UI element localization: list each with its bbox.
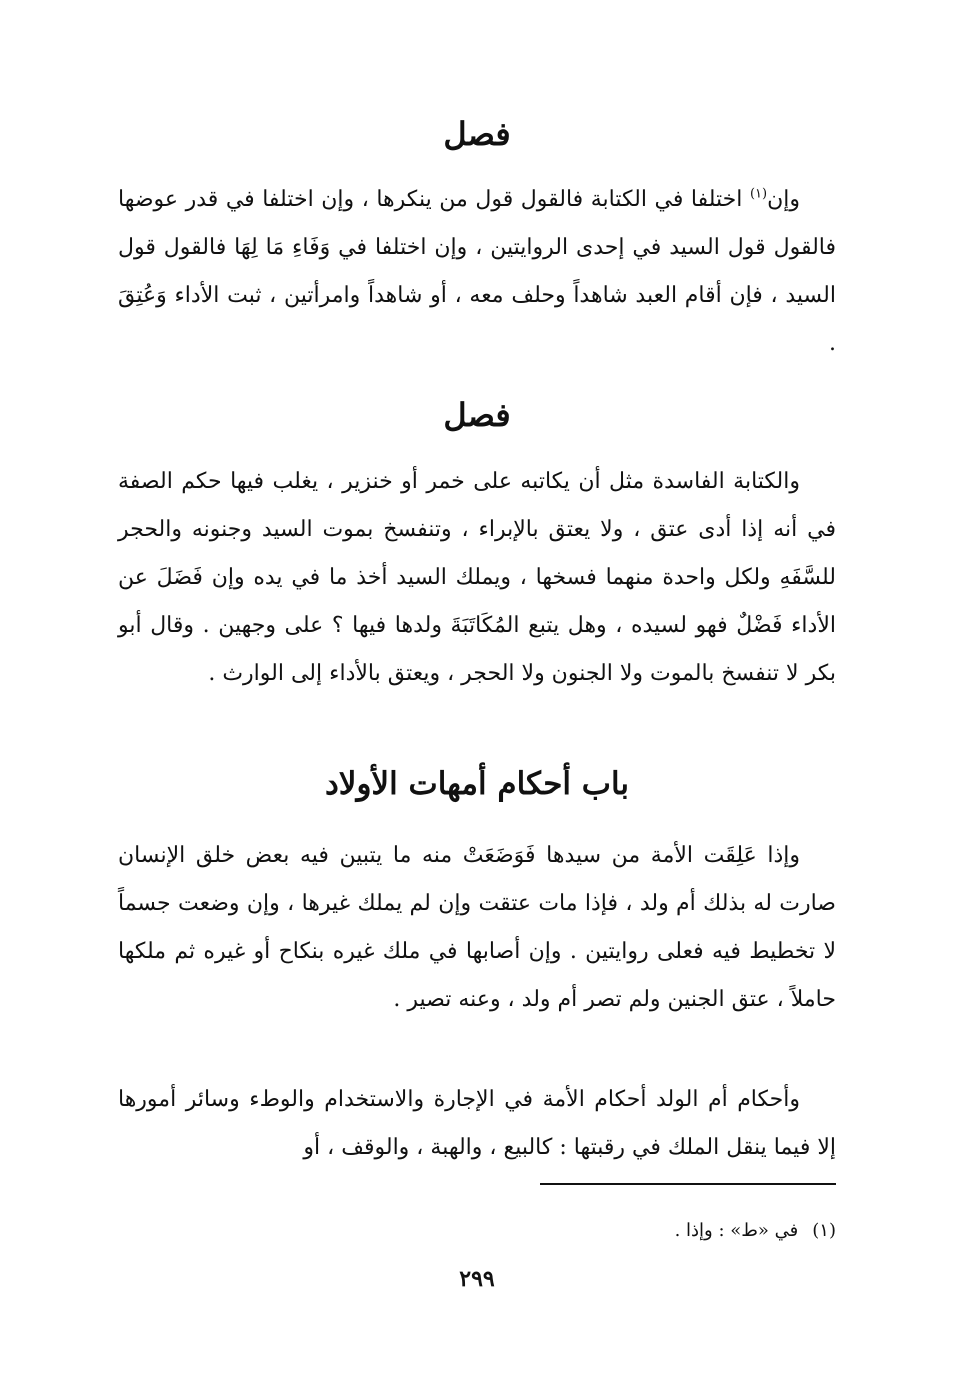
footnote-number: (١) [812,1220,836,1241]
footnote [118,1216,836,1246]
paragraph-umm-walad-rulings: وأحكام أم الولد أحكام الأمة في الإجارة والاستخدام والوطء وسائر أمورها إلا فيما ينقل الملك في رقبتها : كالبيع ، والهبة ، والوقف ، أو [118,1087,836,1160]
footnote-text: في «ط» : وإذا . [674,1220,799,1241]
section-heading-fasl-2: فصل [443,396,511,434]
footnote-divider [540,1183,836,1185]
page-number: ٢٩٩ [459,1266,495,1292]
chapter-heading-umm-walad: باب أحكام أمهات الأولاد [324,766,630,802]
paragraph-text-rest: اختلفا في الكتابة فالقول قول من ينكرها ، وإن اختلفا في قدر عوضها فالقول قول السيد في إحدى الروايتين ، وإن اختلفا في وَفَاءِ مَا لِهَا فالقول قول السيد ، فإن أقام العبد شاهداً وحلف معه ، أو شاهداً وامرأتين ، ثبت الأداء وَعُتِقَ . [118,187,836,356]
paragraph-invalid-kitaba: والكتابة الفاسدة مثل أن يكاتبه على خمر أو خنزير ، يغلب فيها حكم الصفة في أنه إذا أدى عتق ، ولا يعتق بالإبراء ، وتنفسخ بموت السيد وجنونه والحجر للسَّفَهِ ولكل واحدة منهما فسخها ، ويملك السيد أخذ ما في يده وإن فَضَلَ عن الأداء فَضْلٌ فهو لسيده ، وهل يتبع المُكَاتَبَةَ ولدها فيها ؟ على وجهين . وقال أبو بكر لا تنفسخ بالموت ولا الجنون ولا الحجر ، ويعتق بالأداء إلى الوارث . [118,469,836,686]
section-heading-fasl-1: فصل [443,115,511,153]
footnote-reference[interactable]: (١) [749,186,768,202]
paragraph-umm-walad-status: وإذا عَلِقَت الأمة من سيدها فَوَضَعَتْ منه ما يتبين فيه بعض خلق الإنسان صارت له بذلك أم ولد ، فإذا مات عتقت وإن لم يملك غيرها ، وإن وضعت جسماً لا تخطيط فيه فعلى روايتين . وإن أصابها في ملك غيره بنكاح أو غيره ثم ملكها حاملاً ، عتق الجنين ولم تصر أم ولد ، وعنه تصير . [118,843,836,1012]
paragraph-text-start: وإن [767,187,800,212]
paragraph-kitaba-dispute [118,176,836,368]
book-page [118,0,836,1373]
